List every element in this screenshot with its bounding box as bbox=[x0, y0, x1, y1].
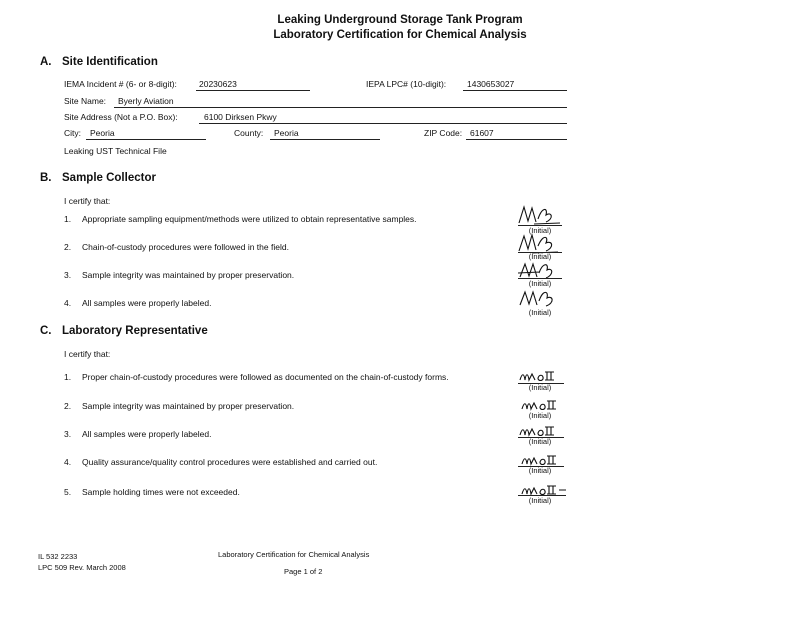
lab-item-num: 3. bbox=[64, 429, 72, 439]
site-address-value: 6100 Dirksen Pkwy bbox=[204, 112, 277, 122]
collector-item-num: 1. bbox=[64, 214, 72, 224]
initial-label: (Initial) bbox=[528, 466, 552, 475]
collector-item-num: 3. bbox=[64, 270, 72, 280]
lab-item-num: 4. bbox=[64, 457, 72, 467]
initial-label: (Initial) bbox=[528, 308, 552, 317]
lab-item-text: Proper chain-of-custody procedures were followed as documented on the chain-of-custody forms. bbox=[82, 372, 449, 382]
lpc-underline bbox=[463, 90, 567, 91]
city-value: Peoria bbox=[90, 128, 115, 138]
lab-item-text: Sample holding times were not exceeded. bbox=[82, 487, 240, 497]
initial-label: (Initial) bbox=[528, 496, 552, 505]
collector-item-text: All samples were properly labeled. bbox=[82, 298, 212, 308]
site-name-underline bbox=[114, 107, 567, 108]
section-b-heading: Sample Collector bbox=[62, 172, 156, 184]
technical-file-label: Leaking UST Technical File bbox=[64, 146, 167, 156]
county-label: County: bbox=[234, 128, 264, 138]
collector-item-text: Chain-of-custody procedures were followed in the field. bbox=[82, 242, 289, 252]
site-address-label: Site Address (Not a P.O. Box): bbox=[64, 112, 178, 122]
footer-form-revision: LPC 509 Rev. March 2008 bbox=[38, 563, 126, 572]
lab-signature-2-icon bbox=[520, 398, 566, 412]
zip-underline bbox=[466, 139, 567, 140]
initial-label: (Initial) bbox=[528, 279, 552, 288]
section-c-letter: C. bbox=[40, 325, 52, 337]
county-underline bbox=[270, 139, 380, 140]
collector-signature-1-icon bbox=[516, 203, 566, 227]
lab-item-num: 5. bbox=[64, 487, 72, 497]
form-title-line1: Leaking Underground Storage Tank Program bbox=[277, 14, 523, 26]
collector-signature-4-icon bbox=[516, 286, 566, 310]
lab-signature-3-icon bbox=[518, 424, 564, 438]
footer-center-title: Laboratory Certification for Chemical Analysis bbox=[218, 550, 370, 559]
lab-intro: I certify that: bbox=[64, 349, 111, 359]
lab-signature-1-icon bbox=[518, 369, 564, 383]
lab-item-text: Quality assurance/quality control procedures were established and carried out. bbox=[82, 457, 378, 467]
section-a-letter: A. bbox=[40, 56, 52, 68]
collector-item-num: 2. bbox=[64, 242, 72, 252]
collector-intro: I certify that: bbox=[64, 196, 111, 206]
section-b-letter: B. bbox=[40, 172, 52, 184]
city-label: City: bbox=[64, 128, 81, 138]
city-underline bbox=[86, 139, 206, 140]
initial-label: (Initial) bbox=[528, 411, 552, 420]
lab-item-num: 2. bbox=[64, 401, 72, 411]
incident-underline bbox=[196, 90, 310, 91]
site-name-label: Site Name: bbox=[64, 96, 107, 106]
initial-label: (Initial) bbox=[528, 226, 552, 235]
initial-label: (Initial) bbox=[528, 437, 552, 446]
incident-label: IEMA Incident # (6- or 8-digit): bbox=[64, 79, 177, 89]
site-address-underline bbox=[199, 123, 567, 124]
form-title-line2: Laboratory Certification for Chemical Analysis bbox=[273, 29, 527, 41]
county-value: Peoria bbox=[274, 128, 299, 138]
initial-label: (Initial) bbox=[528, 252, 552, 261]
zip-value: 61607 bbox=[470, 128, 494, 138]
footer-page-number: Page 1 of 2 bbox=[284, 567, 323, 576]
collector-item-text: Sample integrity was maintained by proper preservation. bbox=[82, 270, 295, 280]
lab-item-num: 1. bbox=[64, 372, 72, 382]
lpc-value: 1430653027 bbox=[467, 79, 515, 89]
section-a-heading: Site Identification bbox=[62, 56, 158, 68]
lpc-label: IEPA LPC# (10-digit): bbox=[366, 79, 447, 89]
lab-signature-4-icon bbox=[520, 453, 566, 467]
lab-item-text: All samples were properly labeled. bbox=[82, 429, 212, 439]
lab-item-text: Sample integrity was maintained by proper preservation. bbox=[82, 401, 295, 411]
incident-value: 20230623 bbox=[199, 79, 237, 89]
footer-form-code: IL 532 2233 bbox=[38, 552, 78, 561]
zip-label: ZIP Code: bbox=[424, 128, 463, 138]
collector-item-text: Appropriate sampling equipment/methods were utilized to obtain representative samples. bbox=[82, 214, 417, 224]
section-c-heading: Laboratory Representative bbox=[62, 325, 208, 337]
collector-item-num: 4. bbox=[64, 298, 72, 308]
site-name-value: Byerly Aviation bbox=[118, 96, 174, 106]
initial-label: (Initial) bbox=[528, 383, 552, 392]
